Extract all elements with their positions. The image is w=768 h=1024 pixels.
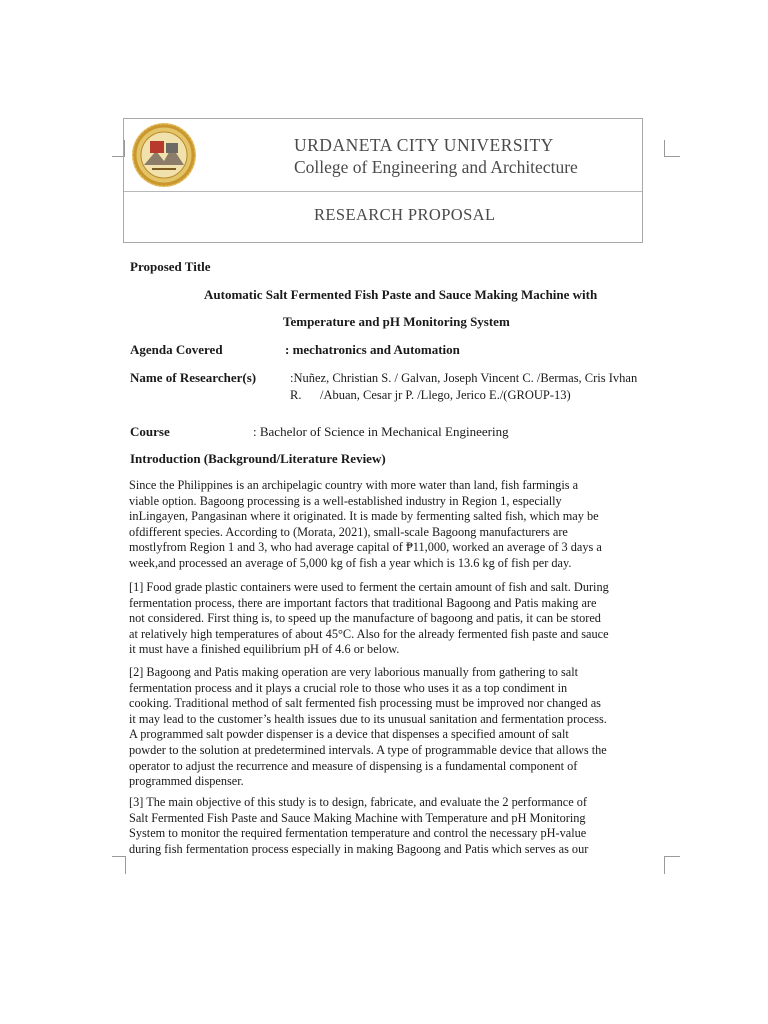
paragraph-1 <box>129 580 664 658</box>
proposed-title-label: Proposed Title <box>130 259 211 274</box>
paragraph-line: [2] Bagoong and Patis making operation are very laborious manually from gathering to salt <box>129 665 579 679</box>
university-name: URDANETA CITY UNIVERSITY <box>294 135 554 155</box>
course-label: Course <box>130 424 170 439</box>
proposed-title-line1: Automatic Salt Fermented Fish Paste and Sauce Making Machine with <box>204 287 598 302</box>
paragraph-3 <box>129 795 664 857</box>
paragraph-line: during fish fermentation process especially in making Bagoong and Patis which serves as our <box>129 841 589 856</box>
paragraph-line: operator to adjust the recurrence and measure of dispensing is a fundamental component of <box>129 758 578 773</box>
header-box <box>123 118 643 243</box>
paragraph-line: fermentation process, there are important factors that traditional Bagoong and Patis making are <box>129 595 597 610</box>
paragraph-line: Salt Fermented Fish Paste and Sauce Making Machine with Temperature and pH Monitoring <box>129 810 586 825</box>
paragraph-line: it may lead to the customer’s health issues due to its unusual sanitation and fermentation process. <box>129 711 607 726</box>
proposed-title-line2: Temperature and pH Monitoring System <box>283 314 510 329</box>
course-value: : Bachelor of Science in Mechanical Engineering <box>253 424 509 439</box>
college-name: College of Engineering and Architecture <box>294 157 578 177</box>
agenda-value: : mechatronics and Automation <box>285 342 460 357</box>
paragraph-line: powder to the solution at predetermined intervals. A type of programmable device that allows the <box>129 742 607 757</box>
paragraph-line: at relatively high temperatures of about 45°C. Also for the already fermented fish paste and sauce <box>129 626 609 641</box>
paragraph-2 <box>129 665 664 790</box>
paragraph-line: fermentation process and it plays a crucial role to those who uses it as a top condiment in <box>129 680 568 695</box>
intro-heading: Introduction (Background/Literature Review) <box>130 451 386 466</box>
form-title: RESEARCH PROPOSAL <box>314 205 496 224</box>
paragraph-line: it must have a finished equilibrium pH of 4.6 or below. <box>129 642 400 657</box>
paragraph-line: ofdifferent species. According to (Morata, 2021), small-scale Bagoong manufacturers are <box>129 524 568 539</box>
paragraph-line: week,and processed an average of 5,000 kg of fish a year which is 13.6 kg of fish per day. <box>129 555 572 570</box>
paragraph-line: Since the Philippines is an archipelagic country with more water than land, fish farmingis a <box>129 478 579 492</box>
paragraph-background <box>129 478 664 572</box>
header-divider <box>124 191 642 192</box>
paragraph-line: [3] The main objective of this study is to design, fabricate, and evaluate the 2 performance of <box>129 795 588 809</box>
university-seal-icon <box>130 121 198 189</box>
paragraph-line: inLingayen, Pangasinan where it originated. It is made by fermenting salted fish, which may be <box>129 509 599 524</box>
researchers-line2: /Abuan, Cesar jr P. /Llego, Jerico E./(GROUP-13) <box>320 388 571 402</box>
researchers-line2-prefix: R. <box>290 388 302 402</box>
paragraph-line: programmed dispenser. <box>129 774 244 789</box>
researchers-label: Name of Researcher(s) <box>130 370 257 385</box>
paragraph-line: System to monitor the required fermentation temperature and control the necessary pH-value <box>129 826 587 841</box>
paragraph-line: A programmed salt powder dispenser is a device that dispenses a specified amount of salt <box>129 727 569 742</box>
agenda-label: Agenda Covered <box>130 342 223 357</box>
paragraph-line: cooking. Traditional method of salt fermented fish processing must be improved nor changed as <box>129 696 601 711</box>
paragraph-line: [1] Food grade plastic containers were used to ferment the certain amount of fish and salt. During <box>129 580 609 594</box>
researchers-line1: :Nuñez, Christian S. / Galvan, Joseph Vincent C. /Bermas, Cris Ivhan <box>290 371 638 385</box>
paragraph-line: mostlyfrom Region 1 and 3, who had average capital of ₱11,000, worked an average of 3 days a <box>129 540 602 555</box>
paragraph-line: not considered. First thing is, to speed up the manufacture of bagoong and patis, it can be stored <box>129 611 601 626</box>
paragraph-line: viable option. Bagoong processing is a well-established industry in Region 1, especially <box>129 493 562 508</box>
